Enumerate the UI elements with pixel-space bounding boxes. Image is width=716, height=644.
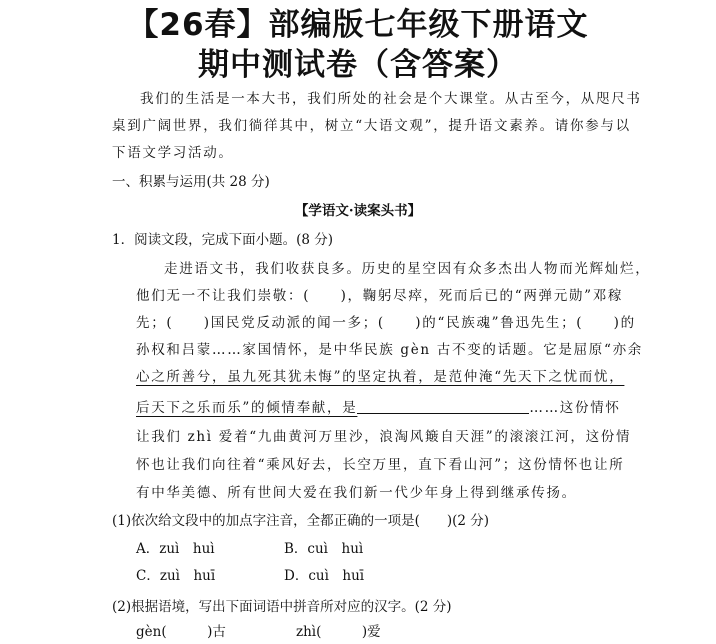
pinyin-item-gen: gèn( )古 [136, 624, 226, 640]
passage-line-3: 先；( )国民党反动派的闻一多；( )的“民族魂”鲁迅先生；( )的 [136, 315, 636, 331]
option-c: C．zuì huī [136, 568, 216, 584]
option-b: B．cuì huì [284, 541, 364, 557]
activity-title: 【学语文·读案头书】 [294, 203, 422, 219]
question-1-title: 1．阅读文段，完成下面小题。(8 分) [112, 232, 334, 248]
passage-line-8: 怀也让我们向往着“乘风好去，长空万里，直下看山河”；这份情怀也让所 [136, 457, 625, 473]
fill-in-blank [357, 399, 529, 414]
passage-line-2: 他们无一不让我们崇敬：( )，鞠躬尽瘁，死而后已的“两弹元勋”邓稼 [136, 288, 624, 304]
passage-line-7: 让我们 zhì 爱着“九曲黄河万里沙，浪淘风簸自天涯”的滚滚江河，这份情 [136, 429, 632, 445]
sub-question-1: (1)依次给文段中的加点字注音，全都正确的一项是( )(2 分) [112, 513, 490, 529]
sub-question-2: (2)根据语境，写出下面词语中拼音所对应的汉字。(2 分) [112, 599, 452, 615]
option-a: A．zuì huì [136, 541, 215, 557]
page-title-line-2: 期中测试卷（含答案） [198, 47, 518, 83]
passage-line-9: 有中华美德、所有世间大爱在我们新一代少年身上得到继承传扬。 [136, 485, 577, 501]
option-d: D．cuì huī [284, 568, 365, 584]
intro-line-1: 我们的生活是一本大书，我们所处的社会是个大课堂。从古至今，从咫尺书 [140, 91, 642, 107]
passage-line-6-start: 后天下之乐而乐”的倾情奉献，是 [136, 400, 358, 416]
section-heading: 一、积累与运用(共 28 分) [112, 174, 270, 190]
page-title-line-1: 【26春】部编版七年级下册语文 [127, 7, 589, 43]
passage-line-6-end: ……这份情怀 [529, 400, 621, 416]
passage-line-6 [136, 395, 636, 422]
passage-line-1: 走进语文书，我们收获良多。历史的星空因有众多杰出人物而光辉灿烂， [164, 261, 651, 277]
pinyin-item-zhi: zhì( )爱 [296, 624, 381, 640]
intro-line-3: 下语文学习活动。 [112, 145, 234, 161]
passage-line-5: 心之所善兮，虽九死其犹未悔”的坚定执着，是范仲淹“先天下之忧而忧， [136, 369, 625, 385]
intro-line-2: 桌到广阔世界，我们徜徉其中，树立“大语文观”，提升语文素养。请你参与以 [112, 118, 631, 134]
passage-line-4: 孙权和吕蒙……家国情怀，是中华民族 gèn 古不变的话题。它是屈原“亦余 [136, 342, 644, 358]
